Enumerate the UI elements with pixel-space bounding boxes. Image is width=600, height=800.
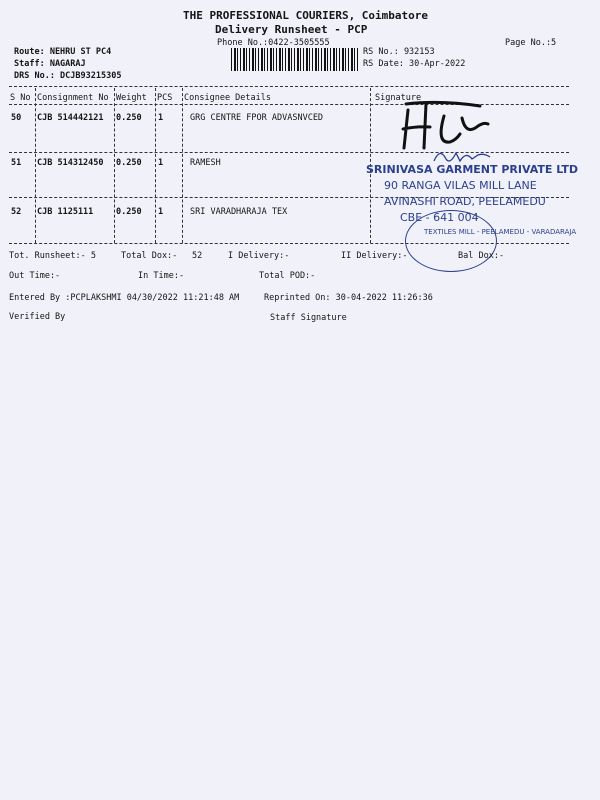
handwritten-signature	[400, 96, 490, 151]
barcode	[231, 48, 358, 71]
table-row-consignment: CJB 514442121	[37, 113, 104, 123]
column-divider	[35, 88, 36, 243]
page-number: Page No.:5	[505, 38, 557, 48]
second-delivery: II Delivery:-	[341, 251, 408, 261]
seal-text: TEXTILES MILL - PEELAMEDU - VARADARAJA	[424, 228, 577, 236]
rs-date: RS Date: 30-Apr-2022	[363, 59, 466, 69]
verified-by: Verified By	[9, 312, 66, 322]
company-name: THE PROFESSIONAL COURIERS, Coimbatore	[183, 9, 429, 22]
table-row-sno: 51	[11, 158, 22, 168]
reprinted-on: Reprinted On: 30-04-2022 11:26:36	[264, 293, 433, 303]
table-row-pcs: 1	[158, 207, 164, 217]
column-divider	[155, 88, 156, 243]
total-pod: Total POD:-	[259, 271, 316, 281]
phone-number: Phone No.:0422-3505555	[217, 38, 330, 48]
table-row-pcs: 1	[158, 113, 164, 123]
entered-by: Entered By :PCPLAKSHMI 04/30/2022 11:21:48 AM	[9, 293, 240, 303]
table-row-consignment: CJB 1125111	[37, 207, 94, 217]
staff-signature: Staff Signature	[270, 313, 347, 323]
table-row-sno: 50	[11, 113, 22, 123]
table-row-consignee: RAMESH	[190, 158, 221, 168]
table-row-pcs: 1	[158, 158, 164, 168]
sheet-title: Delivery Runsheet - PCP	[215, 23, 368, 36]
company-seal	[405, 210, 497, 272]
route: Route: NEHRU ST PC4	[14, 47, 112, 57]
col-header-consignee: Consignee Details	[184, 93, 271, 103]
stamp-company-name: SRINIVASA GARMENT PRIVATE LTD	[366, 163, 579, 176]
table-row-weight: 0.250	[116, 207, 142, 217]
total-dox-value: 52	[192, 251, 203, 261]
stamp-city-line: CBE - 641 004	[400, 211, 479, 224]
drs-number: DRS No.: DCJB93215305	[14, 71, 122, 81]
table-row-weight: 0.250	[116, 158, 142, 168]
col-header-weight: Weight	[116, 93, 147, 103]
col-header-pcs: PCS	[157, 93, 173, 103]
table-top-rule	[9, 86, 569, 87]
column-divider	[182, 88, 183, 243]
table-row-consignment: CJB 514312450	[37, 158, 104, 168]
total-runsheet: Tot. Runsheet:- 5	[9, 251, 96, 261]
col-header-signature: Signature	[375, 93, 422, 103]
table-row-consignee: SRI VARADHARAJA TEX	[190, 207, 288, 217]
stamp-address-line: AVINASHI ROAD, PEELAMEDU	[384, 195, 546, 208]
rs-number: RS No.: 932153	[363, 47, 435, 57]
table-row-sno: 52	[11, 207, 22, 217]
table-row-weight: 0.250	[116, 113, 142, 123]
first-delivery: I Delivery:-	[228, 251, 290, 261]
col-header-consignment: Consignment No	[37, 93, 109, 103]
table-row-consignee: GRG CENTRE FPOR ADVASNVCED	[190, 113, 324, 123]
total-dox-label: Total Dox:-	[121, 251, 178, 261]
staff: Staff: NAGARAJ	[14, 59, 86, 69]
stamp-address-line: 90 RANGA VILAS MILL LANE	[384, 179, 537, 192]
out-time: Out Time:-	[9, 271, 61, 281]
col-header-sno: S No	[10, 93, 31, 103]
bal-dox: Bal Dox:-	[458, 251, 505, 261]
in-time: In Time:-	[138, 271, 185, 281]
column-divider	[114, 88, 115, 243]
